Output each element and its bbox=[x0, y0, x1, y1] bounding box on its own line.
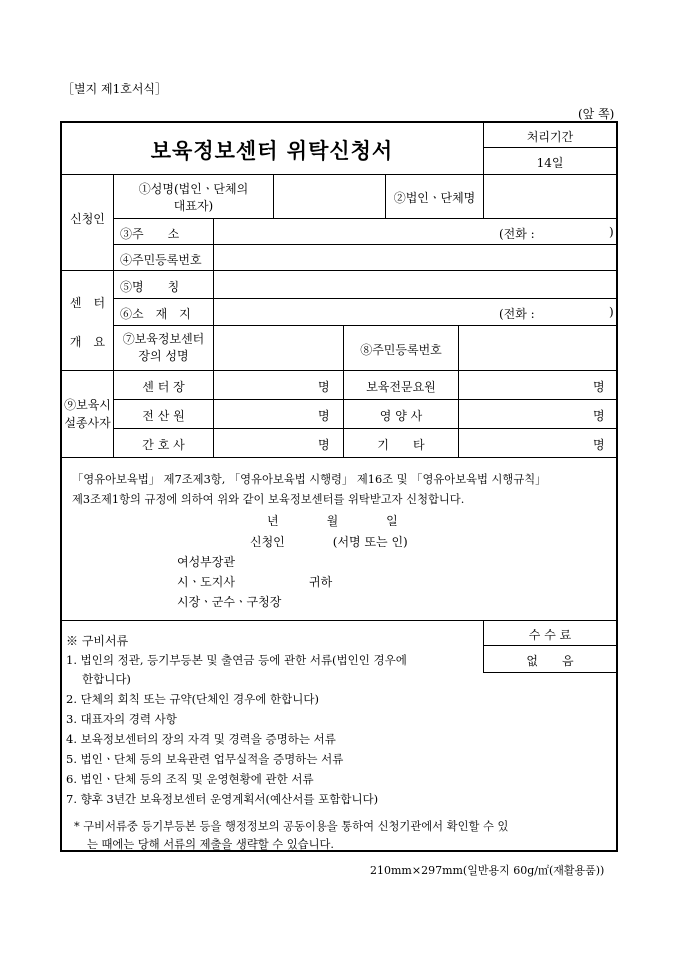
staff-unit: 명 bbox=[593, 438, 605, 452]
document-item: 5. 법인ㆍ단체 등의 보육관련 업무실적을 증명하는 서류 bbox=[66, 752, 344, 766]
applicant-phone-label: (전화 : bbox=[499, 227, 535, 241]
staff-row-label: 센 터 장 bbox=[142, 380, 185, 394]
address-label: ③주 소 bbox=[120, 227, 180, 241]
staff-unit: 명 bbox=[593, 380, 605, 394]
document-item: 1. 법인의 정관, 등기부등본 및 출연금 등에 관한 서류(법인인 경우에 bbox=[66, 653, 407, 667]
staff-section-label-1: ⑨보육시 bbox=[64, 398, 111, 412]
processing-period-value: 14일 bbox=[536, 156, 564, 170]
center-location-field[interactable] bbox=[214, 300, 616, 324]
center-head-label-line2: 장의 성명 bbox=[138, 349, 189, 363]
staff-unit: 명 bbox=[318, 409, 330, 423]
recipient-3: 시장ㆍ군수ㆍ구청장 bbox=[177, 595, 282, 609]
document-item: 한합니다) bbox=[82, 672, 131, 686]
date-line: 년 월 일 bbox=[267, 514, 398, 528]
center-phone-label: (전화 : bbox=[499, 307, 535, 321]
recipient-1: 여성부장관 bbox=[177, 555, 235, 569]
staff-row-label: 보육전문요원 bbox=[366, 380, 436, 394]
center-head-rrn-field[interactable] bbox=[459, 327, 616, 369]
center-section-label-1: 센 터 bbox=[69, 296, 106, 310]
name-label-line2: 대표자) bbox=[173, 199, 214, 213]
recipient-2: 시ㆍ도지사 bbox=[177, 575, 235, 589]
document-item: 4. 보육정보센터의 장의 자격 및 경력을 증명하는 서류 bbox=[66, 732, 336, 746]
staff-row-label: 영 양 사 bbox=[379, 409, 423, 423]
center-section-label-2: 개 요 bbox=[69, 335, 106, 349]
address-field[interactable] bbox=[214, 220, 616, 244]
note-line1: * 구비서류중 등기부등본 등을 행정정보의 공동이용을 통하여 신청기관에서 확인할 수 있 bbox=[74, 820, 509, 833]
honorific: 귀하 bbox=[309, 575, 333, 589]
staff-unit: 명 bbox=[593, 409, 605, 423]
rrn-label: ④주민등록번호 bbox=[120, 253, 202, 267]
corp-name-label: ②법인ㆍ단체명 bbox=[393, 191, 476, 205]
center-location-label: ⑥소 재 지 bbox=[120, 307, 191, 321]
processing-period-label: 처리기간 bbox=[526, 130, 574, 144]
page-side: (앞 쪽) bbox=[578, 107, 615, 121]
paper-spec: 210mm×297mm(일반용지 60g/㎡(재활용품)) bbox=[370, 864, 605, 877]
applicant-section-label: 신청인 bbox=[70, 212, 105, 226]
fee-label: 수 수 료 bbox=[528, 628, 572, 642]
form-number: ［별지 제1호서식］ bbox=[62, 82, 168, 96]
signer-line: 신청인 (서명 또는 인) bbox=[250, 535, 408, 549]
name-field[interactable] bbox=[274, 178, 385, 216]
documents-heading: ※ 구비서류 bbox=[66, 634, 129, 648]
staff-row-label: 전 산 원 bbox=[142, 409, 185, 423]
center-head-name-field[interactable] bbox=[214, 327, 343, 369]
center-head-label-line1: ⑦보육정보센터 bbox=[122, 332, 205, 346]
staff-unit: 명 bbox=[318, 380, 330, 394]
document-item: 2. 단체의 회칙 또는 규약(단체인 경우에 한합니다) bbox=[66, 692, 319, 706]
fee-value: 없 음 bbox=[526, 654, 574, 668]
center-phone-close: ) bbox=[609, 305, 614, 319]
statement-line2: 제3조제1항의 규정에 의하여 위와 같이 보육정보센터를 위탁받고자 신청합니다. bbox=[72, 493, 465, 506]
form-title: 보육정보센터 위탁신청서 bbox=[150, 138, 394, 163]
rrn-field[interactable] bbox=[214, 246, 616, 269]
document-item: 3. 대표자의 경력 사항 bbox=[66, 712, 177, 726]
center-name-label: ⑤명 칭 bbox=[120, 280, 180, 294]
staff-section-label-2: 설종사자 bbox=[64, 416, 111, 430]
staff-row-label: 간 호 사 bbox=[142, 438, 185, 452]
statement-line1: 「영유아보육법」 제7조제3항, 「영유아보육법 시행령」 제16조 및 「영유아보육법 시행규칙」 bbox=[72, 473, 547, 486]
name-label-line1: ①성명(법인ㆍ단체의 bbox=[138, 182, 249, 196]
document-item: 7. 향후 3년간 보육정보센터 운영계획서(예산서를 포함합니다) bbox=[66, 792, 379, 806]
corp-name-field[interactable] bbox=[484, 178, 616, 216]
document-item: 6. 법인ㆍ단체 등의 조직 및 운영현황에 관한 서류 bbox=[66, 772, 314, 786]
applicant-phone-close: ) bbox=[609, 225, 614, 239]
center-head-rrn-label: ⑧주민등록번호 bbox=[360, 343, 442, 357]
staff-row-label: 기 타 bbox=[377, 438, 425, 452]
staff-unit: 명 bbox=[318, 438, 330, 452]
note-line2: 는 때에는 당해 서류의 제출을 생략할 수 있습니다. bbox=[87, 838, 334, 851]
center-name-field[interactable] bbox=[214, 272, 616, 297]
